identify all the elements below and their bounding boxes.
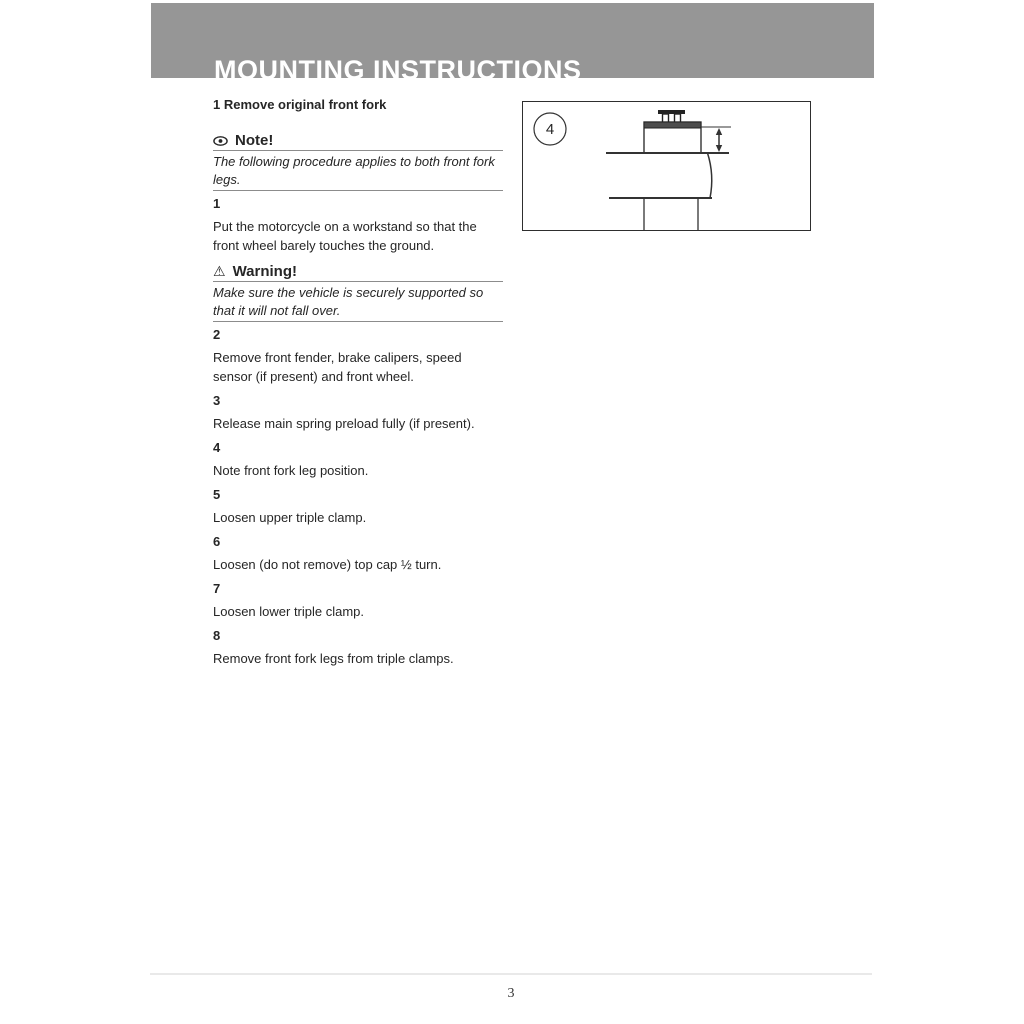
note-block [213,132,503,191]
step-text: Loosen upper triple clamp. [213,510,367,525]
step-text: Put the motorcycle on a workstand so that the front wheel barely touches the ground. [213,219,477,253]
step [213,197,503,255]
header-band [151,3,874,85]
figure-fork-top-cap-diagram [522,101,811,231]
step-number: 1 [213,196,221,211]
warning-text: Make sure the vehicle is securely supported so that it will not fall over. [213,282,503,322]
step-number: 7 [213,581,221,596]
section-heading: 1 Remove original front fork [213,97,387,112]
step [213,488,503,527]
step-number: 6 [213,534,221,549]
step [213,582,503,621]
note-label: Note! [235,132,274,149]
step-text: Release main spring preload fully (if present). [213,416,475,431]
step-number: 8 [213,628,221,643]
figure-callout [534,113,566,145]
step-text: Note front fork leg position. [213,463,369,478]
step-number: 2 [213,327,221,342]
step-number: 5 [213,487,221,502]
step [213,328,503,386]
warning-label: Warning! [232,263,297,280]
page-number: 3 [507,986,515,1001]
figure-callout-number: 4 [545,121,555,138]
step-text: Loosen lower triple clamp. [213,604,365,619]
warning-triangle-icon: ⚠ [213,263,226,280]
note-text: The following procedure applies to both front fork legs. [213,151,503,191]
eye-icon [213,136,228,146]
warning-block [213,263,503,322]
page-title: MOUNTING INSTRUCTIONS [214,55,582,85]
step-text: Loosen (do not remove) top cap ½ turn. [213,557,442,572]
step-number: 3 [213,393,221,408]
warning-heading [213,263,503,282]
instruction-column [213,97,503,676]
step [213,535,503,574]
step-number: 4 [213,440,221,455]
step [213,394,503,433]
step-text: Remove front fork legs from triple clamps. [213,651,454,666]
note-heading [213,132,503,151]
step [213,441,503,480]
footer-divider [150,973,872,975]
step-text: Remove front fender, brake calipers, speed sensor (if present) and front wheel. [213,350,462,384]
document-page [150,0,874,1024]
step [213,629,503,668]
